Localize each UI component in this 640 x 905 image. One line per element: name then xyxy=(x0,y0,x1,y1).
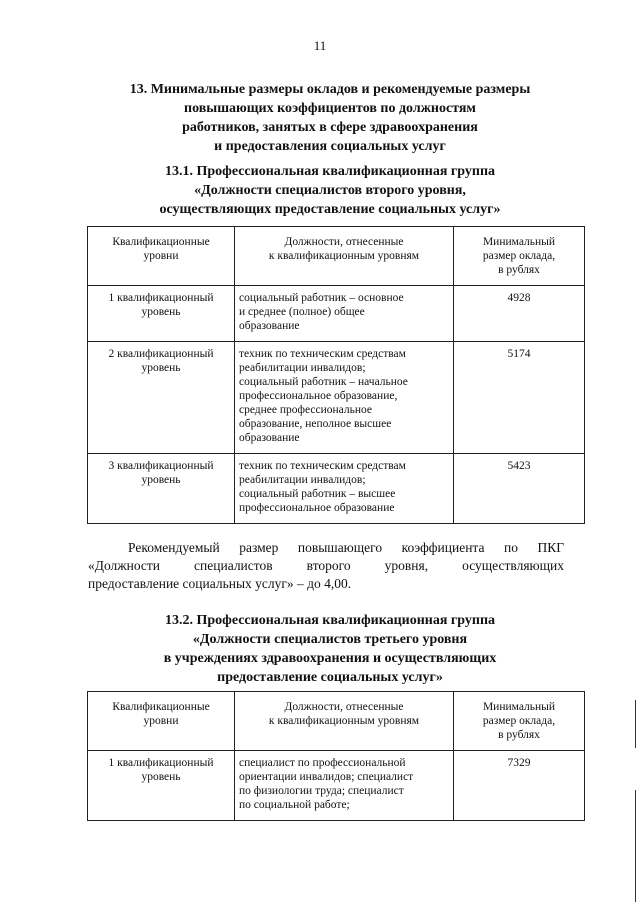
level-cell xyxy=(88,342,235,454)
table-header-row xyxy=(88,692,585,751)
scan-edge-mark xyxy=(635,790,636,902)
header-levels xyxy=(88,692,235,751)
header-text: уровни xyxy=(143,715,179,727)
position-text: социальный работник – высшее xyxy=(239,488,396,500)
header-text: Минимальный xyxy=(482,236,556,248)
title-line: 13.2. Профессиональная квалификационная группа xyxy=(164,613,496,628)
header-text: размер оклада, xyxy=(482,715,556,727)
positions-cell xyxy=(235,751,454,821)
header-positions xyxy=(235,692,454,751)
header-text: Минимальный xyxy=(482,701,556,713)
salary-cell: 4928 xyxy=(454,286,585,342)
position-text: социальный работник – основное xyxy=(239,292,404,304)
position-text: специалист по профессиональной xyxy=(239,757,406,769)
section-13-2-title xyxy=(80,611,580,687)
level-text: 1 квалификационный xyxy=(108,757,214,769)
positions-cell xyxy=(235,454,454,524)
level-text: 2 квалификационный xyxy=(108,348,214,360)
header-text: уровни xyxy=(143,250,179,262)
position-text: по физиологии труда; специалист xyxy=(239,785,404,797)
scan-edge-mark xyxy=(635,700,636,748)
level-cell xyxy=(88,751,235,821)
level-text: уровень xyxy=(141,362,181,374)
position-text: по социальной работе; xyxy=(239,799,350,811)
table-header-row xyxy=(88,227,585,286)
salary-cell: 5174 xyxy=(454,342,585,454)
positions-cell xyxy=(235,342,454,454)
level-cell xyxy=(88,286,235,342)
table-row xyxy=(88,751,585,821)
table-row xyxy=(88,342,585,454)
salary-cell: 7329 xyxy=(454,751,585,821)
level-text: уровень xyxy=(141,771,181,783)
position-text: ориентации инвалидов; специалист xyxy=(239,771,414,783)
level-text: уровень xyxy=(141,474,181,486)
page-number: 11 xyxy=(313,38,327,53)
title-line: 13.1. Профессиональная квалификационная группа xyxy=(164,164,496,179)
note-line: Рекомендуемый размер повышающего коэффициента по ПКГ xyxy=(128,540,564,555)
title-line: в учреждениях здравоохранения и осуществляющих xyxy=(163,651,497,666)
header-text: Должности, отнесенные xyxy=(284,701,404,713)
level-cell xyxy=(88,454,235,524)
level-text: уровень xyxy=(141,306,181,318)
position-text: профессиональное образование, xyxy=(239,390,398,402)
title-line: осуществляющих предоставление социальных услуг» xyxy=(159,202,501,217)
position-text: образование xyxy=(239,320,300,332)
table-13-1 xyxy=(87,226,585,524)
title-line: повышающих коэффициентов по должностям xyxy=(184,101,476,116)
position-text: техник по техническим средствам xyxy=(239,460,406,472)
position-text: реабилитации инвалидов; xyxy=(239,474,366,486)
table-row xyxy=(88,454,585,524)
section-13-title xyxy=(80,80,580,156)
header-text: Должности, отнесенные xyxy=(284,236,404,248)
header-text: размер оклада, xyxy=(482,250,556,262)
table-row xyxy=(88,286,585,342)
note-line: «Должности специалистов второго уровня, осуществляющих xyxy=(88,558,564,573)
positions-cell xyxy=(235,286,454,342)
section-13-1-title xyxy=(80,162,580,219)
title-line: и предоставления социальных услуг xyxy=(214,139,446,154)
header-salary xyxy=(454,227,585,286)
position-text: среднее профессиональное xyxy=(239,404,372,416)
coefficient-note xyxy=(88,539,564,593)
level-text: 3 квалификационный xyxy=(108,460,214,472)
position-text: социальный работник – начальное xyxy=(239,376,408,388)
header-positions xyxy=(235,227,454,286)
position-text: образование, неполное высшее xyxy=(239,418,392,430)
header-text: в рублях xyxy=(498,264,540,276)
position-text: техник по техническим средствам xyxy=(239,348,406,360)
header-salary xyxy=(454,692,585,751)
header-text: Квалификационные xyxy=(112,236,210,248)
title-line: 13. Минимальные размеры окладов и рекомендуемые размеры xyxy=(129,82,531,97)
header-text: в рублях xyxy=(498,729,540,741)
note-line: предоставление социальных услуг» – до 4,00. xyxy=(88,576,352,591)
title-line: «Должности специалистов третьего уровня xyxy=(192,632,468,647)
header-text: к квалификационным уровням xyxy=(268,250,420,262)
position-text: образование xyxy=(239,432,300,444)
position-text: и среднее (полное) общее xyxy=(239,306,365,318)
table-13-2 xyxy=(87,691,585,821)
header-text: Квалификационные xyxy=(112,701,210,713)
position-text: профессиональное образование xyxy=(239,502,395,514)
position-text: реабилитации инвалидов; xyxy=(239,362,366,374)
header-text: к квалификационным уровням xyxy=(268,715,420,727)
level-text: 1 квалификационный xyxy=(108,292,214,304)
title-line: предоставление социальных услуг» xyxy=(217,670,443,685)
title-line: «Должности специалистов второго уровня, xyxy=(194,183,466,198)
salary-cell: 5423 xyxy=(454,454,585,524)
header-levels xyxy=(88,227,235,286)
title-line: работников, занятых в сфере здравоохранения xyxy=(182,120,478,135)
